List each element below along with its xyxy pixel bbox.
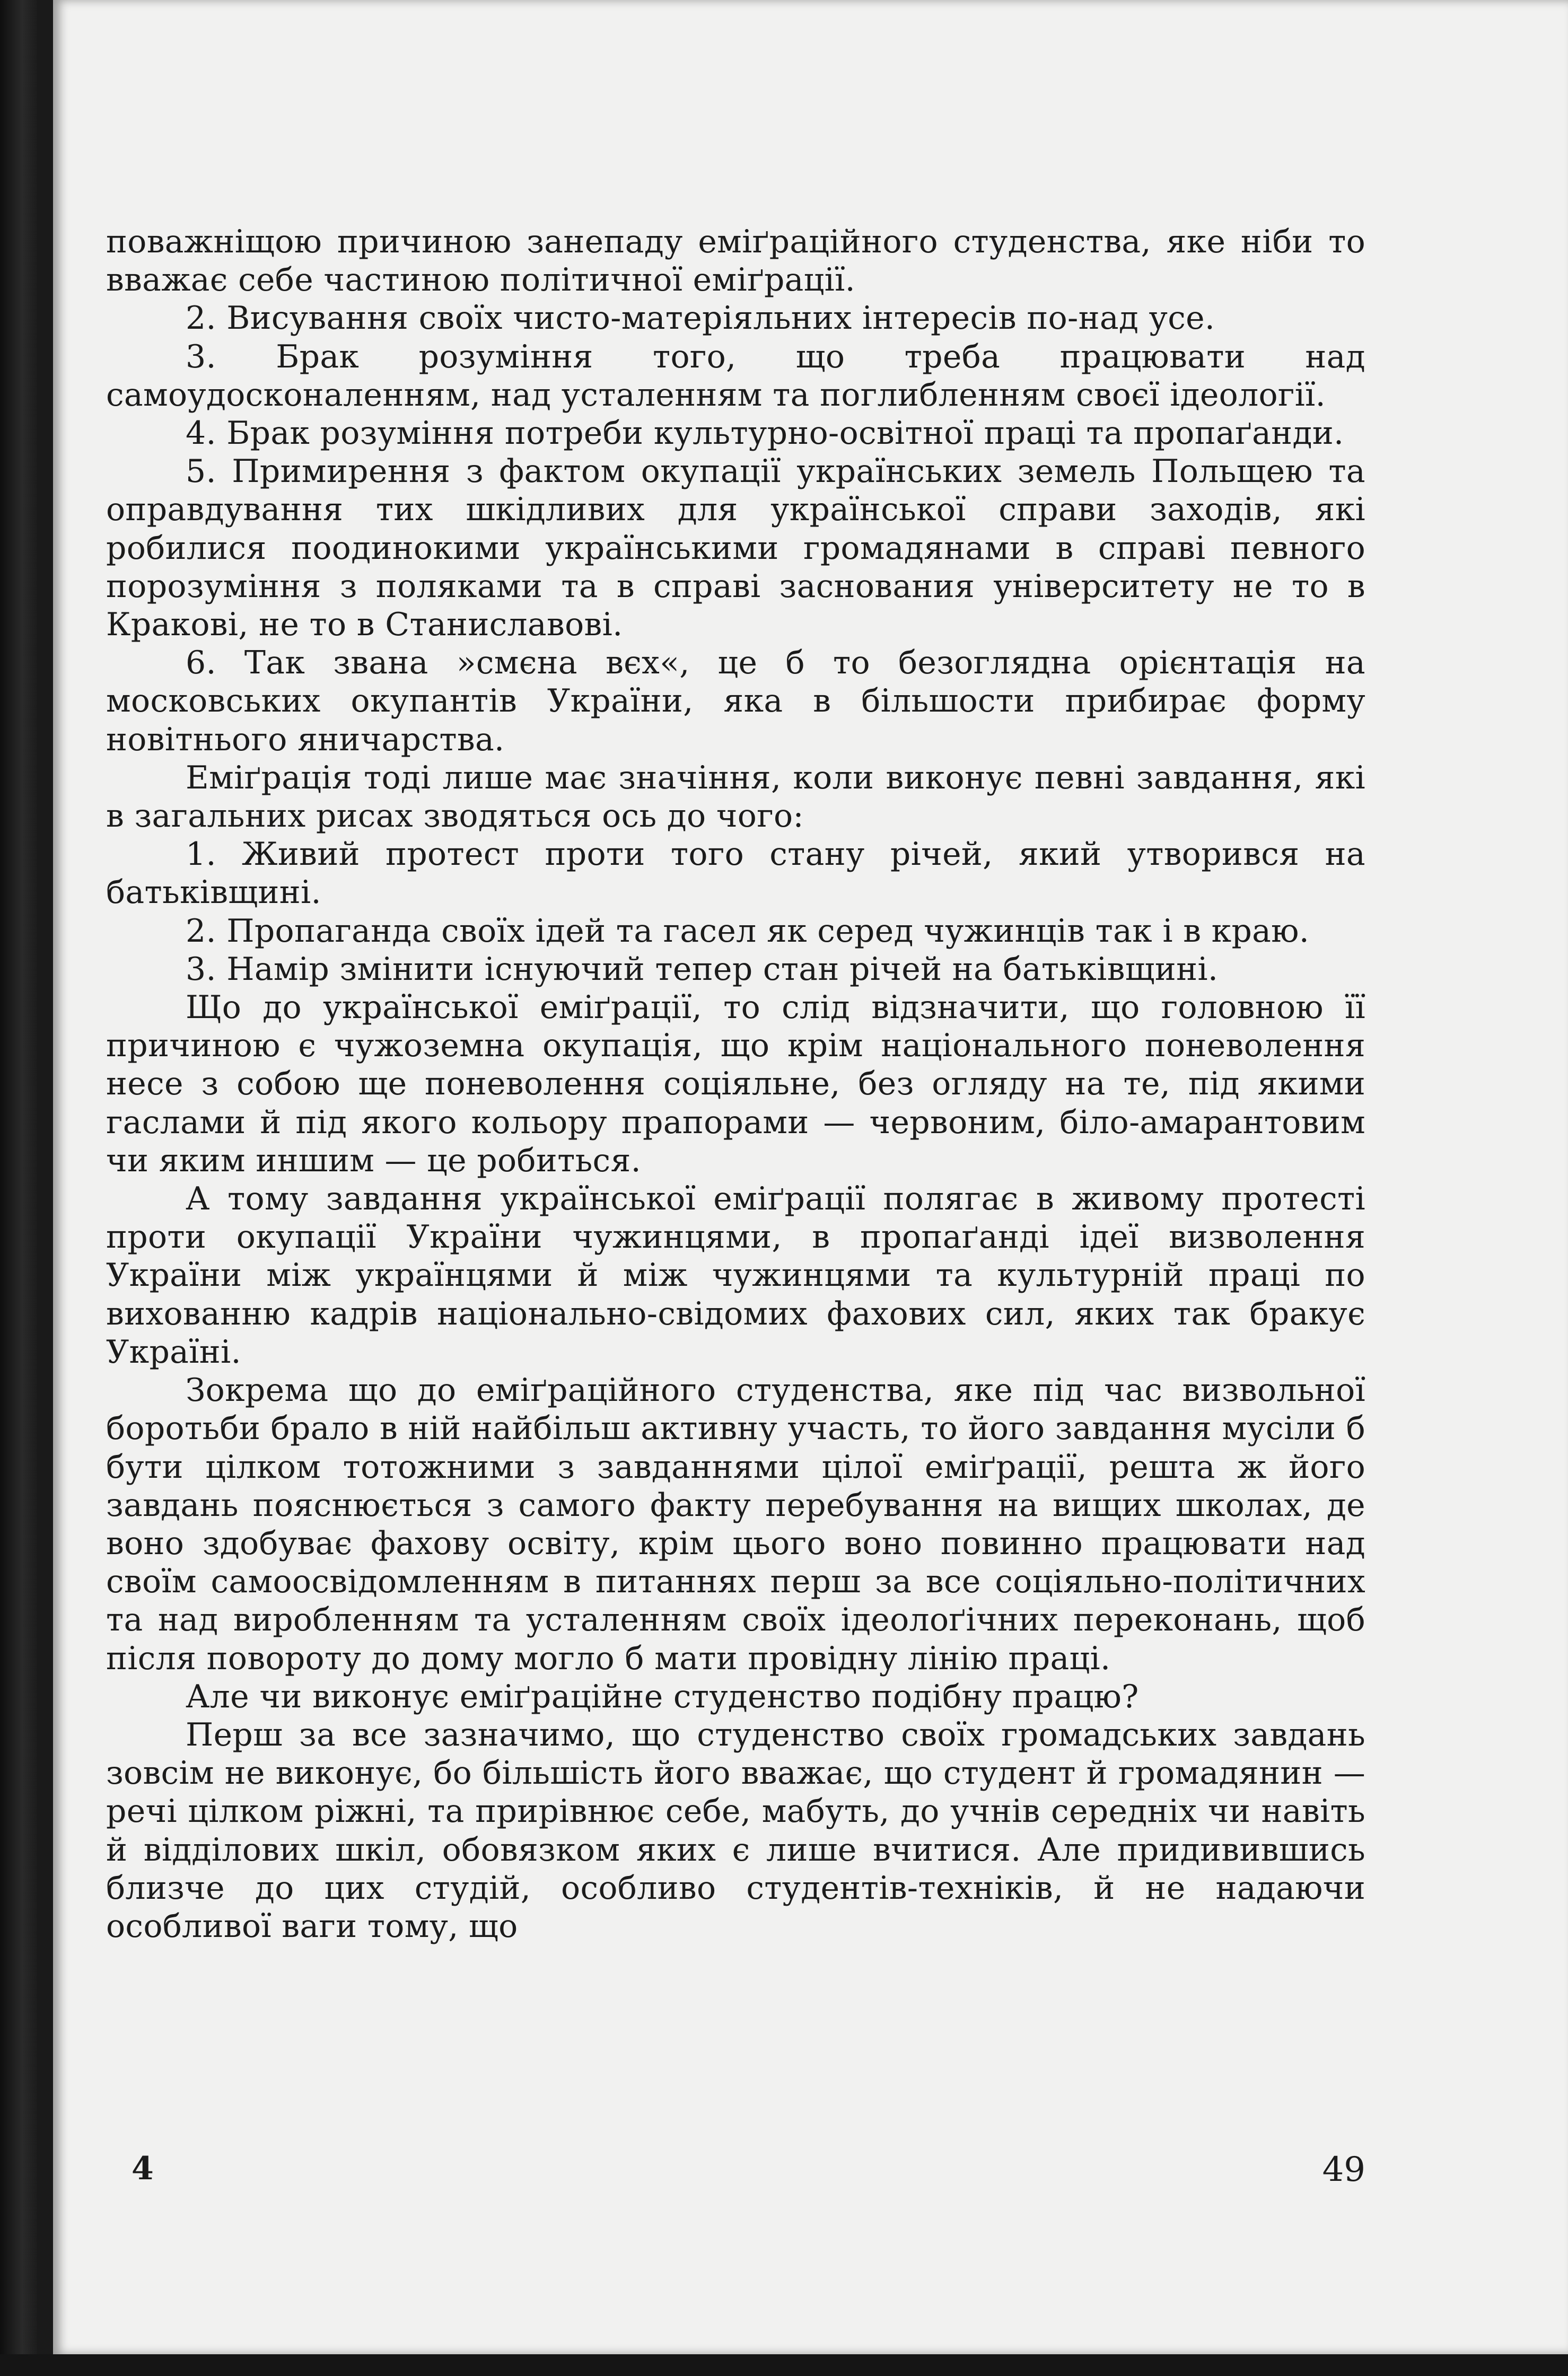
paragraph-emigration-meaning: Еміґрація тоді лише має значіння, коли виконує певні завдання, які в загальних рисах зводяться ось до чого: bbox=[106, 759, 1365, 835]
list-item-3: 3. Брак розуміння того, що треба працювати над самоудосконаленням, над усталенням та поглибленням своєї ідеології. bbox=[106, 338, 1365, 414]
task-item-3: 3. Намір змінити існуючий тепер стан річей на батьківщині. bbox=[186, 950, 1219, 988]
list-item-5: 5. Примирення з фактом окупації українських земель Польщею та оправдування тих шкідливих для української справи заходів, які робилися поодинокими українськими громадянами в справі певного порозуміння з поляками та в справі заснования університету не то в Кракові, не то в Станиславові. bbox=[106, 453, 1365, 644]
list-item-4: 4. Брак розуміння потреби культурно-освітної праці та пропаґанди. bbox=[186, 415, 1344, 452]
body-text bbox=[106, 223, 1365, 1945]
list-item-2: 2. Висування своїх чисто-матеріяльних інтересів по-над усе. bbox=[186, 300, 1215, 337]
page-number: 49 bbox=[1322, 2150, 1365, 2189]
task-item-2: 2. Пропаганда своїх ідей та гасел як серед чужинців так і в краю. bbox=[186, 912, 1310, 950]
signature-mark: 4 bbox=[132, 2150, 154, 2187]
paragraph-emigration-tasks: А тому завдання української еміґрації полягає в живому протесті проти окупації України чужинцями, в пропаґанді ідеї визволення України між українцями й між чужинцями та культурній праці по вихованню кадрів національно-свідомих фахових сил, яких так бракує Україні. bbox=[106, 1180, 1365, 1371]
paragraph-continuation: поважніщою причиною занепаду еміґраційного студенства, яке ніби то вважає себе частиною політичної еміґрації. bbox=[106, 223, 1365, 299]
paragraph-first-of-all: Перш за все зазначимо, що студенство своїх громадських завдань зовсім не виконує, бо більшість його вважає, що студент й громадянин — речі цілком ріжні, та прирівнює себе, мабуть, до учнів середніх чи навіть й відділових шкіл, обовязком яких є лише вчитися. Але придивившись близче до цих студій, особливо студентів-техніків, й не надаючи особливої ваги тому, що bbox=[106, 1716, 1365, 1945]
list-item-6: 6. Так звана »смєна вєх«, це б то безоглядна орієнтація на московських окупантів України, яка в більшости прибирає форму новітнього яничарства. bbox=[106, 644, 1365, 758]
paragraph-ukrainian-emigration: Що до української еміґрації, то слід відзначити, що головною її причиною є чужоземна окупація, що крім національного поневолення несе з собою ще поневолення соціяльне, без огляду на те, під якими гаслами й під якого кольору прапорами — червоним, біло-амарантовим чи яким иншим — це робиться. bbox=[106, 989, 1365, 1179]
scan-bottom-edge bbox=[0, 2354, 1568, 2376]
task-item-1: 1. Живий протест проти того стану річей, який утворився на батьківщині. bbox=[106, 836, 1365, 911]
paragraph-student-emigration: Зокрема що до еміґраційного студенства, яке під час визвольної боротьби брало в ній найбільш активну участь, то його завдання мусіли б бути цілком тотожними з завданнями цілої еміґрації, решта ж його завдань пояснюється з самого факту перебування на вищих школах, де воно здобуває фахову освіту, крім цього воно повинно працювати над своїм самоосвідомленням в питаннях перш за все соціяльно-політичних та над виробленням та усталенням своїх ідеолоґічних переконань, щоб після повороту до дому могло б мати провідну лінію праці. bbox=[106, 1372, 1365, 1677]
paragraph-question: Але чи виконує еміґраційне студенство подібну працю? bbox=[186, 1678, 1139, 1715]
book-page bbox=[53, 0, 1568, 2354]
scan-left-edge bbox=[0, 0, 37, 2376]
